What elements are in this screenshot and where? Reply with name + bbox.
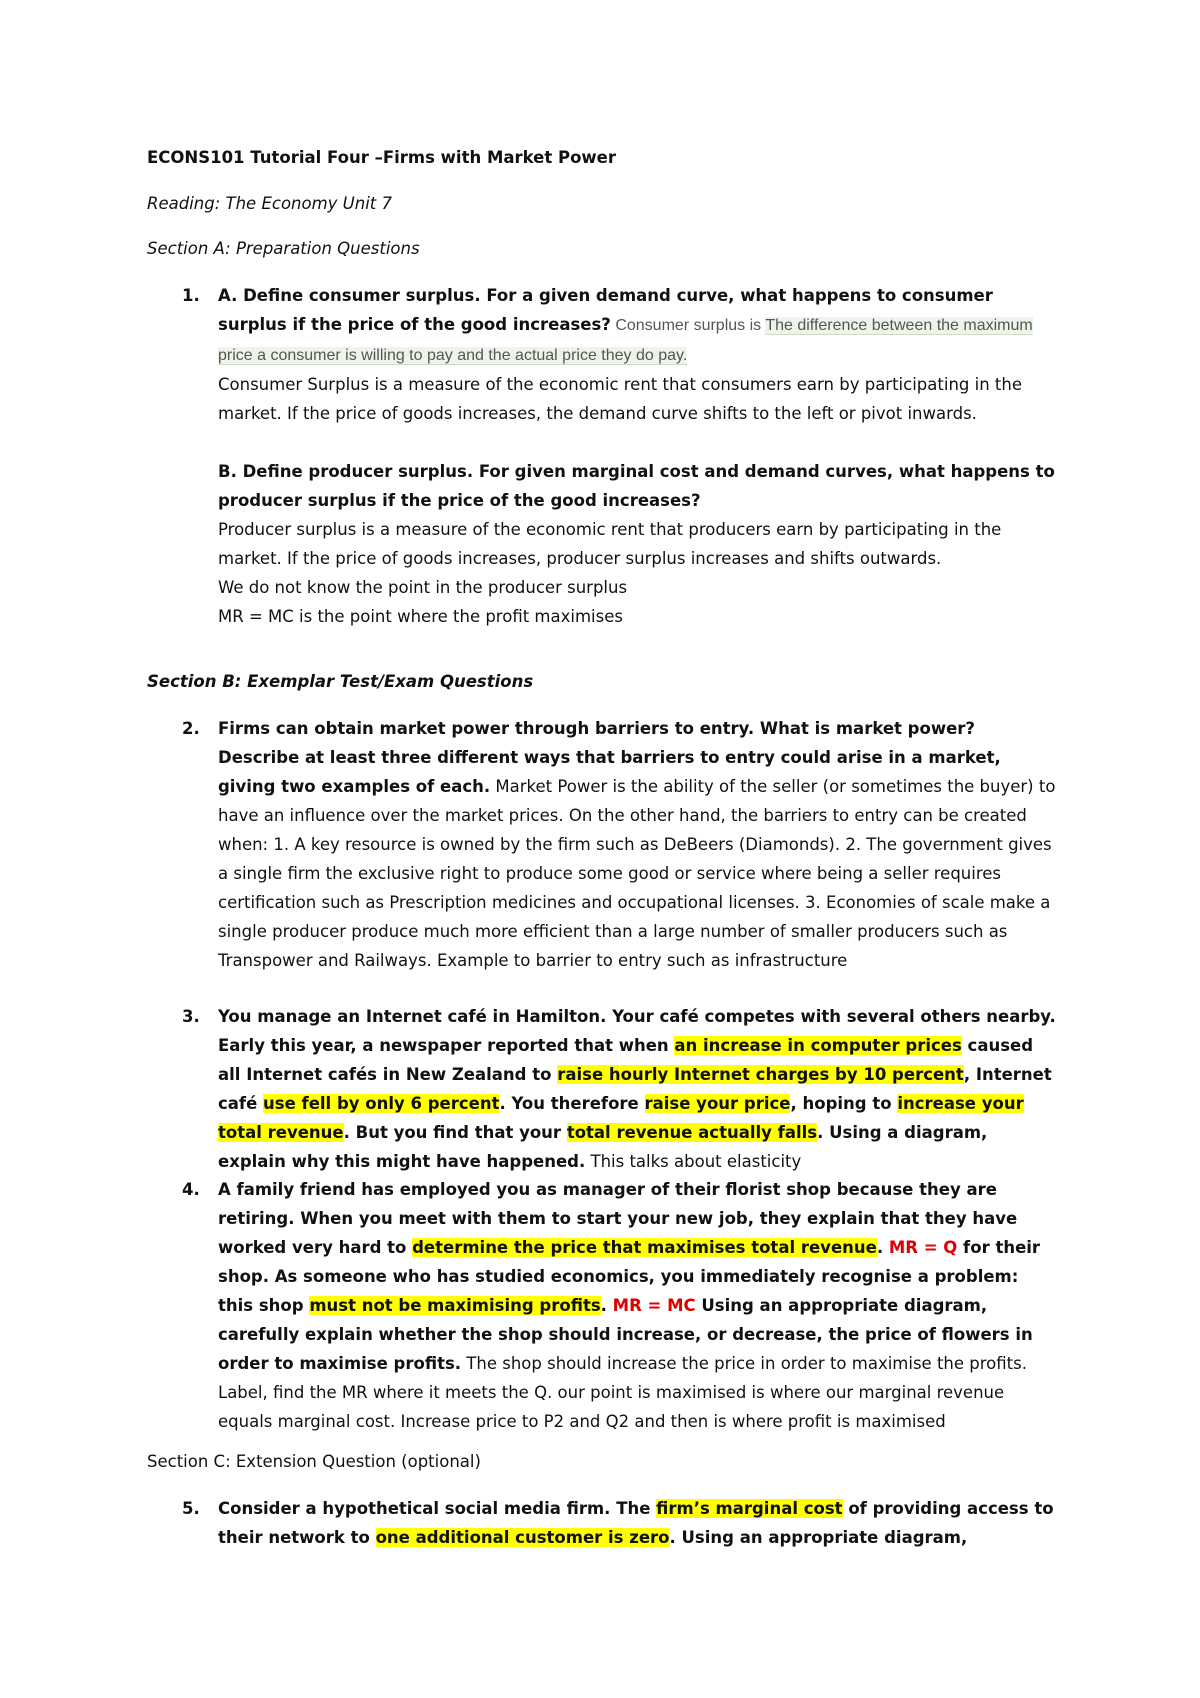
q3-highlight-3: use fell by only 6 percent	[263, 1094, 500, 1113]
q2-question: Firms can obtain market power through barriers to entry. What is market power? Describe at least three different ways that barriers to entry could arise in a market, giving two examples of each.	[218, 719, 1001, 796]
q1b-answer-2: We do not know the point in the producer surplus	[218, 578, 628, 597]
question-5	[182, 1494, 1058, 1552]
section-a-heading: Section A: Preparation Questions	[147, 239, 420, 258]
section-c-heading: Section C: Extension Question (optional)	[147, 1452, 481, 1471]
q4-answer: The shop should increase the price in order to maximise the profits. Label, find the MR where it meets the Q. our point is maximised is where our marginal revenue equals marginal cost. Increase price to P2 and Q2 and then is where profit is maximised	[218, 1354, 1027, 1431]
q4-highlight-1: determine the price that maximises total revenue	[412, 1238, 877, 1257]
q1a-answer-lead: Consumer surplus is	[610, 317, 766, 334]
question-3	[182, 1002, 1058, 1176]
question-2	[182, 714, 1058, 975]
q3-highlight-1: an increase in computer prices	[674, 1036, 962, 1055]
question-number: 4.	[182, 1180, 200, 1199]
q1b-question: B. Define producer surplus. For given marginal cost and demand curves, what happens to producer surplus if the price of the good increases?	[218, 462, 1055, 510]
q1b-answer-1: Producer surplus is a measure of the economic rent that producers earn by participating in the market. If the price of goods increases, producer surplus increases and shifts outwards.	[218, 520, 1002, 568]
q1a-question: A. Define consumer surplus. For a given demand curve, what happens to consumer surplus if the price of the good increases?	[218, 286, 993, 334]
q1b-answer-3: MR = MC is the point where the profit maximises	[218, 607, 623, 626]
q2-answer: Market Power is the ability of the seller (or sometimes the buyer) to have an influence over the market prices. On the other hand, the barriers to entry can be created when: 1. A key resource is owned by the firm such as DeBeers (Diamonds). 2. The government gives a single firm the exclusive right to produce some good or service where being a seller requires certification such as Prescription medicines and occupational licenses. 3. Economies of scale make a single producer produce much more efficient than a large number of smaller producers such as Transpower and Railways. Example to barrier to entry such as infrastructure	[218, 777, 1056, 970]
q4-highlight-2: must not be maximising profits	[309, 1296, 601, 1315]
q5-highlight-2: one additional customer is zero	[375, 1528, 670, 1547]
question-number: 5.	[182, 1499, 200, 1518]
q4-note-2: MR = MC	[612, 1296, 696, 1315]
q1a-answer-highlight: The difference between the maximum price a consumer is willing to pay and the actual price they do pay.	[218, 317, 1033, 364]
q5-highlight-1: firm’s marginal cost	[656, 1499, 843, 1518]
reading-line: Reading: The Economy Unit 7	[147, 194, 393, 213]
question-4	[182, 1175, 1058, 1436]
question-number: 3.	[182, 1007, 200, 1026]
q5-text: Consider a hypothetical social media firm. The firm’s marginal cost of providing access to their network to one additional customer is zero. Using an appropriate diagram,	[218, 1499, 1054, 1547]
question-number: 2.	[182, 719, 200, 738]
q1-part-a	[218, 281, 1058, 370]
q3-answer: This talks about elasticity	[585, 1152, 802, 1171]
q3-highlight-4: raise your price	[644, 1094, 791, 1113]
q4-note-1: MR = Q	[888, 1238, 958, 1257]
question-number: 1.	[182, 286, 200, 305]
q3-highlight-2: raise hourly Internet charges by 10 percent	[557, 1065, 964, 1084]
q1a-answer: Consumer Surplus is a measure of the economic rent that consumers earn by participating in the market. If the price of goods increases, the demand curve shifts to the left or pivot inwards.	[218, 375, 1022, 423]
q4-text: A family friend has employed you as manager of their florist shop because they are retiring. When you meet with them to start your new job, they explain that they have worked very hard to determine the price that maximises total revenue. MR = Q for their shop. As someone who has studied economics, you immediately recognise a problem: this shop must not be maximising profits. MR = MC Using an appropriate diagram, carefully explain whether the shop should increase, or decrease, the price of flowers in order to maximise profits.	[218, 1180, 1041, 1373]
document-title: ECONS101 Tutorial Four –Firms with Market Power	[147, 148, 616, 167]
q3-highlight-6: total revenue actually falls	[566, 1123, 818, 1142]
question-1	[182, 281, 1058, 631]
q3-text: You manage an Internet café in Hamilton. Your café competes with several others nearby. Early this year, a newspaper reported that when an increase in computer prices caused all Internet cafés in New Zealand to raise hourly Internet charges by 10 percent, Internet café use fell by only 6 percent. You therefore raise your price, hoping to increase your total revenue. But you find that your total revenue actually falls. Using a diagram, explain why this might have happened.	[218, 1007, 1056, 1171]
section-b-heading: Section B: Exemplar Test/Exam Questions	[147, 672, 534, 691]
q3-highlight-5: increase your total revenue	[218, 1094, 1024, 1142]
